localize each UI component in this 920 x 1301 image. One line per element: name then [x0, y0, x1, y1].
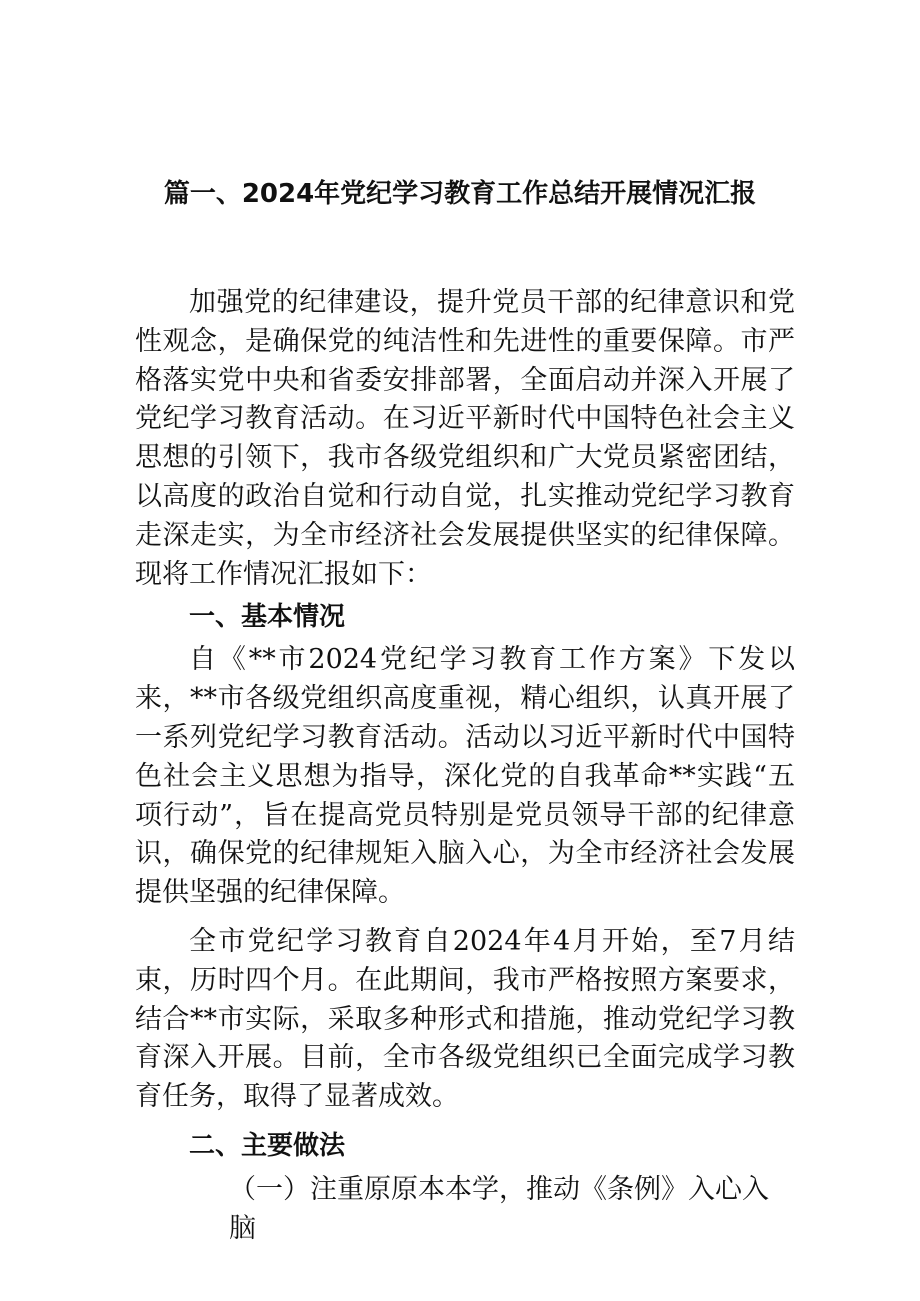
section-heading-practices: 二、主要做法 — [189, 1130, 346, 1161]
basic-paragraph-1: 自《**市2024党纪学习教育工作方案》下发以来，**市各级党组织高度重视，精心组织，认真开展了一系列党纪学习教育活动。活动以习近平新时代中国特色社会主义思想为指导，深化党的自我革命**实践“五项行动”，旨在提高党员特别是党员领导干部的纪律意识，确保党的纪律规矩入脑入心，为全市经济社会发展提供坚强的纪律保障。 — [135, 644, 795, 909]
spacer — [135, 1117, 795, 1127]
document-title: 篇一、2024年党纪学习教育工作总结开展情况汇报 — [163, 179, 757, 209]
basic-paragraph-2: 全市党纪学习教育自2024年4月开始，至7月结束，历时四个月。在此期间，我市严格按照方案要求，结合**市实际，采取多种形式和措施，推动党纪学习教育深入开展。目前，全市各级党组织已全面完成学习教育任务，取得了显著成效。 — [135, 925, 795, 1113]
spacer — [135, 913, 795, 923]
sub-heading-1: （一）注重原原本本学，推动《条例》入心入脑 — [229, 1173, 769, 1244]
document-body — [135, 284, 795, 1248]
section-heading-basic: 一、基本情况 — [189, 602, 346, 633]
intro-paragraph: 加强党的纪律建设，提升党员干部的纪律意识和党性观念，是确保党的纯洁性和先进性的重要保障。市严格落实党中央和省委安排部署，全面启动并深入开展了党纪学习教育活动。在习近平新时代中国特色社会主义思想的引领下，我市各级党组织和广大党员紧密团结，以高度的政治自觉和行动自觉，扎实推动党纪学习教育走深走实，为全市经济社会发展提供坚实的纪律保障。现将工作情况汇报如下： — [135, 287, 795, 590]
